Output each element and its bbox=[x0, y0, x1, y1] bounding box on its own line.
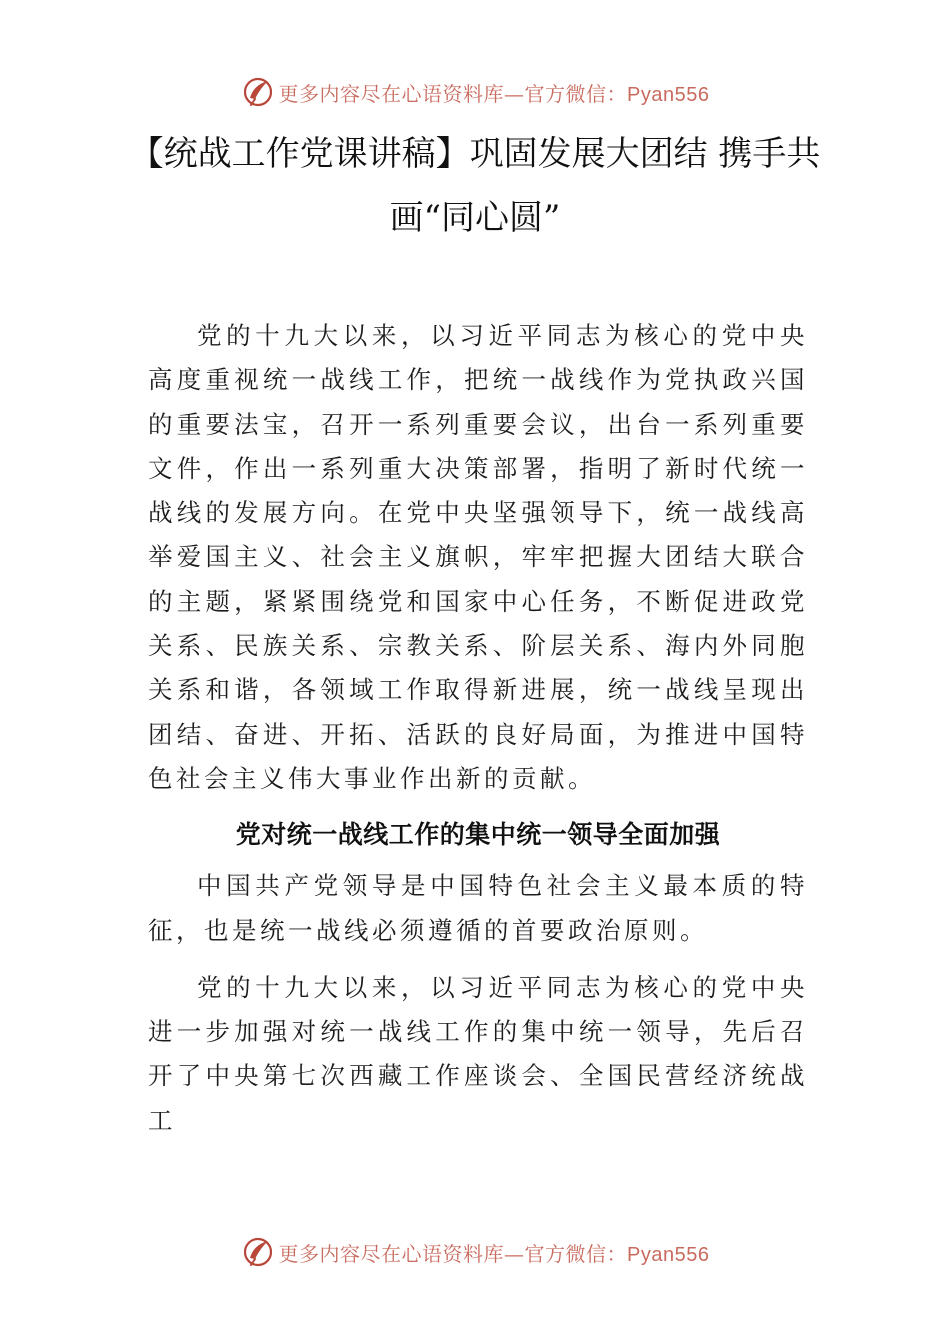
footer-banner bbox=[0, 1232, 950, 1272]
footer-wechat-id: Pyan556 bbox=[627, 1243, 710, 1266]
footer-banner-text: 更多内容尽在心语资料库—官方微信：Pyan556 bbox=[278, 1241, 710, 1266]
document-body bbox=[148, 314, 808, 1143]
document-title: 【统战工作党课讲稿】巩固发展大团结 携手共画“同心圆” bbox=[129, 134, 821, 238]
header-banner-text: 更多内容尽在心语资料库—官方微信：Pyan556 bbox=[278, 81, 710, 106]
section-paragraph-2: 党的十九大以来，以习近平同志为核心的党中央进一步加强对统一战线工作的集中统一领导，先后召开了中央第七次西藏工作座谈会、全国民营经济统战工 bbox=[148, 972, 808, 1135]
brand-logo-icon bbox=[241, 1235, 275, 1269]
brand-logo-icon bbox=[241, 75, 275, 109]
intro-paragraph: 党的十九大以来，以习近平同志为核心的党中央高度重视统一战线工作，把统一战线作为党执政兴国的重要法宝，召开一系列重要会议，出台一系列重要文件，作出一系列重大决策部署，指明了新时代统一战线的发展方向。在党中央坚强领导下，统一战线高举爱国主义、社会主义旗帜，牢牢把握大团结大联合的主题，紧紧围绕党和国家中心任务，不断促进政党关系、民族关系、宗教关系、阶层关系、海内外同胞关系和谐，各领域工作取得新进展，统一战线呈现出团结、奋进、开拓、活跃的良好局面，为推进中国特色社会主义伟大事业作出新的贡献。 bbox=[148, 321, 808, 793]
header-banner bbox=[0, 72, 950, 112]
section-heading: 党对统一战线工作的集中统一领导全面加强 bbox=[235, 820, 721, 850]
header-wechat-id: Pyan556 bbox=[627, 83, 710, 106]
section-paragraph-1: 中国共产党领导是中国特色社会主义最本质的特征，也是统一战线必须遵循的首要政治原则。 bbox=[148, 871, 808, 945]
